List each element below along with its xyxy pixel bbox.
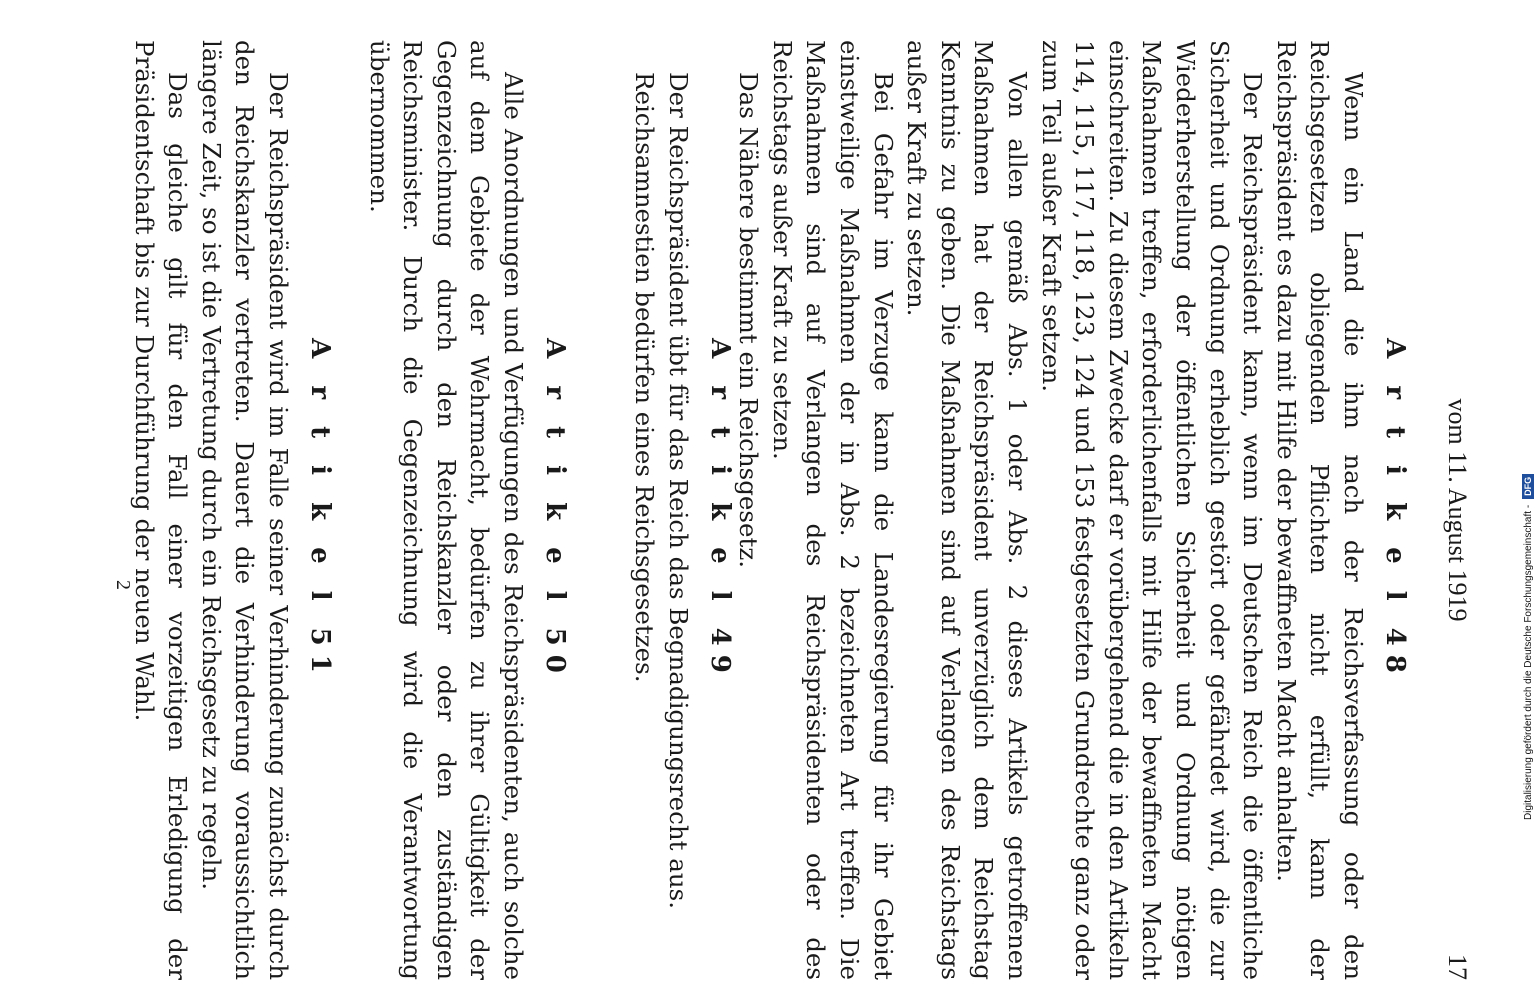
- signature-mark: 2: [112, 580, 134, 590]
- imprint-text: [1522, 0, 1536, 990]
- article-paragraph: Alle Anordnungen und Verfügungen des Reichspräsidenten, auch solche auf dem Gebiete der Wehrmacht, bedürfen zu ihrer Gültigkeit der Gegenzeichnung durch den Reichskanzler oder den zuständigen Reichsminister. Durch die Gegenzeichnung wird die Verantwortung übernommen.: [364, 40, 528, 980]
- dfg-logo: DFG: [1522, 474, 1534, 499]
- article-heading: A r t i k e l 50: [540, 338, 570, 682]
- article-paragraph: Das gleiche gilt für den Fall einer vorzeitigen Erledigung der Präsidentschaft bis zur Durchführung der neuen Wahl.: [129, 40, 193, 980]
- article-48: [732, 40, 1410, 980]
- article-paragraph: Der Reichspräsident wird im Falle seiner Verhinderung zunächst durch den Reichskanzler vertreten. Dauert die Verhinderung voraussichtlich längere Zeit, so ist die Vertretung durch ein Reichsgesetz zu regeln.: [196, 40, 293, 980]
- article-heading: A r t i k e l 48: [1380, 338, 1410, 682]
- running-head: [1424, 40, 1480, 980]
- article-heading: A r t i k e l 51: [305, 338, 335, 682]
- digitization-imprint: [1520, 0, 1534, 1000]
- article-paragraph: Reichsamnestien bedürfen eines Reichsgesetzes.: [630, 72, 660, 683]
- article-49: [628, 40, 735, 980]
- page-number: 17: [1443, 954, 1472, 980]
- article-50: [362, 40, 570, 980]
- rotated-page: [40, 40, 1480, 980]
- article-51: [127, 40, 335, 980]
- imprint-caption: Digitalisierung gefördert durch die Deutsche Forschungsgemeinschaft -: [1523, 504, 1534, 820]
- article-paragraph: Bei Gefahr im Verzuge kann die Landesregierung für ihr Gebiet einstweilige Maßnahmen der in Abs. 2 bezeichneten Art treffen. Die Maßnahmen sind auf Verlangen des Reichspräsidenten oder des Reichstags außer Kraft zu setzen.: [767, 40, 898, 980]
- article-paragraph: Der Reichspräsident kann, wenn im Deutschen Reich die öffentliche Sicherheit und Ordnung erheblich gestört oder gefährdet wird, die zur Wiederherstellung der öffentlichen Sicherheit und Ordnung nötigen Maßnahmen treffen, erforderlichenfalls mit Hilfe der bewaffneten Macht einschreiten. Zu diesem Zwecke darf er vorübergehend die in den Artikeln 114, 115, 117, 118, 123, 124 und 153 festgesetzten Grundrechte ganz oder zum Teil außer Kraft setzen.: [1036, 40, 1268, 980]
- running-head-title: vom 11. August 1919: [1443, 398, 1472, 622]
- article-paragraph: Der Reichspräsident übt für das Reich das Begnadigungsrecht aus.: [664, 72, 693, 909]
- article-paragraph: Das Nähere bestimmt ein Reichsgesetz.: [734, 72, 764, 569]
- article-heading: A r t i k e l 49: [705, 338, 735, 682]
- article-paragraph: Von allen gemäß Abs. 1 oder Abs. 2 dieses Artikels getroffenen Maßnahmen hat der Reichspräsident unverzüglich dem Reichstag Kenntnis zu geben. Die Maßnahmen sind auf Verlangen des Reichstags außer Kraft zu setzen.: [902, 40, 1033, 980]
- article-paragraph: Wenn ein Land die ihm nach der Reichsverfassung oder den Reichsgesetzen obliegenden Pflichten nicht erfüllt, kann der Reichspräsident es dazu mit Hilfe der bewaffneten Macht anhalten.: [1271, 40, 1368, 980]
